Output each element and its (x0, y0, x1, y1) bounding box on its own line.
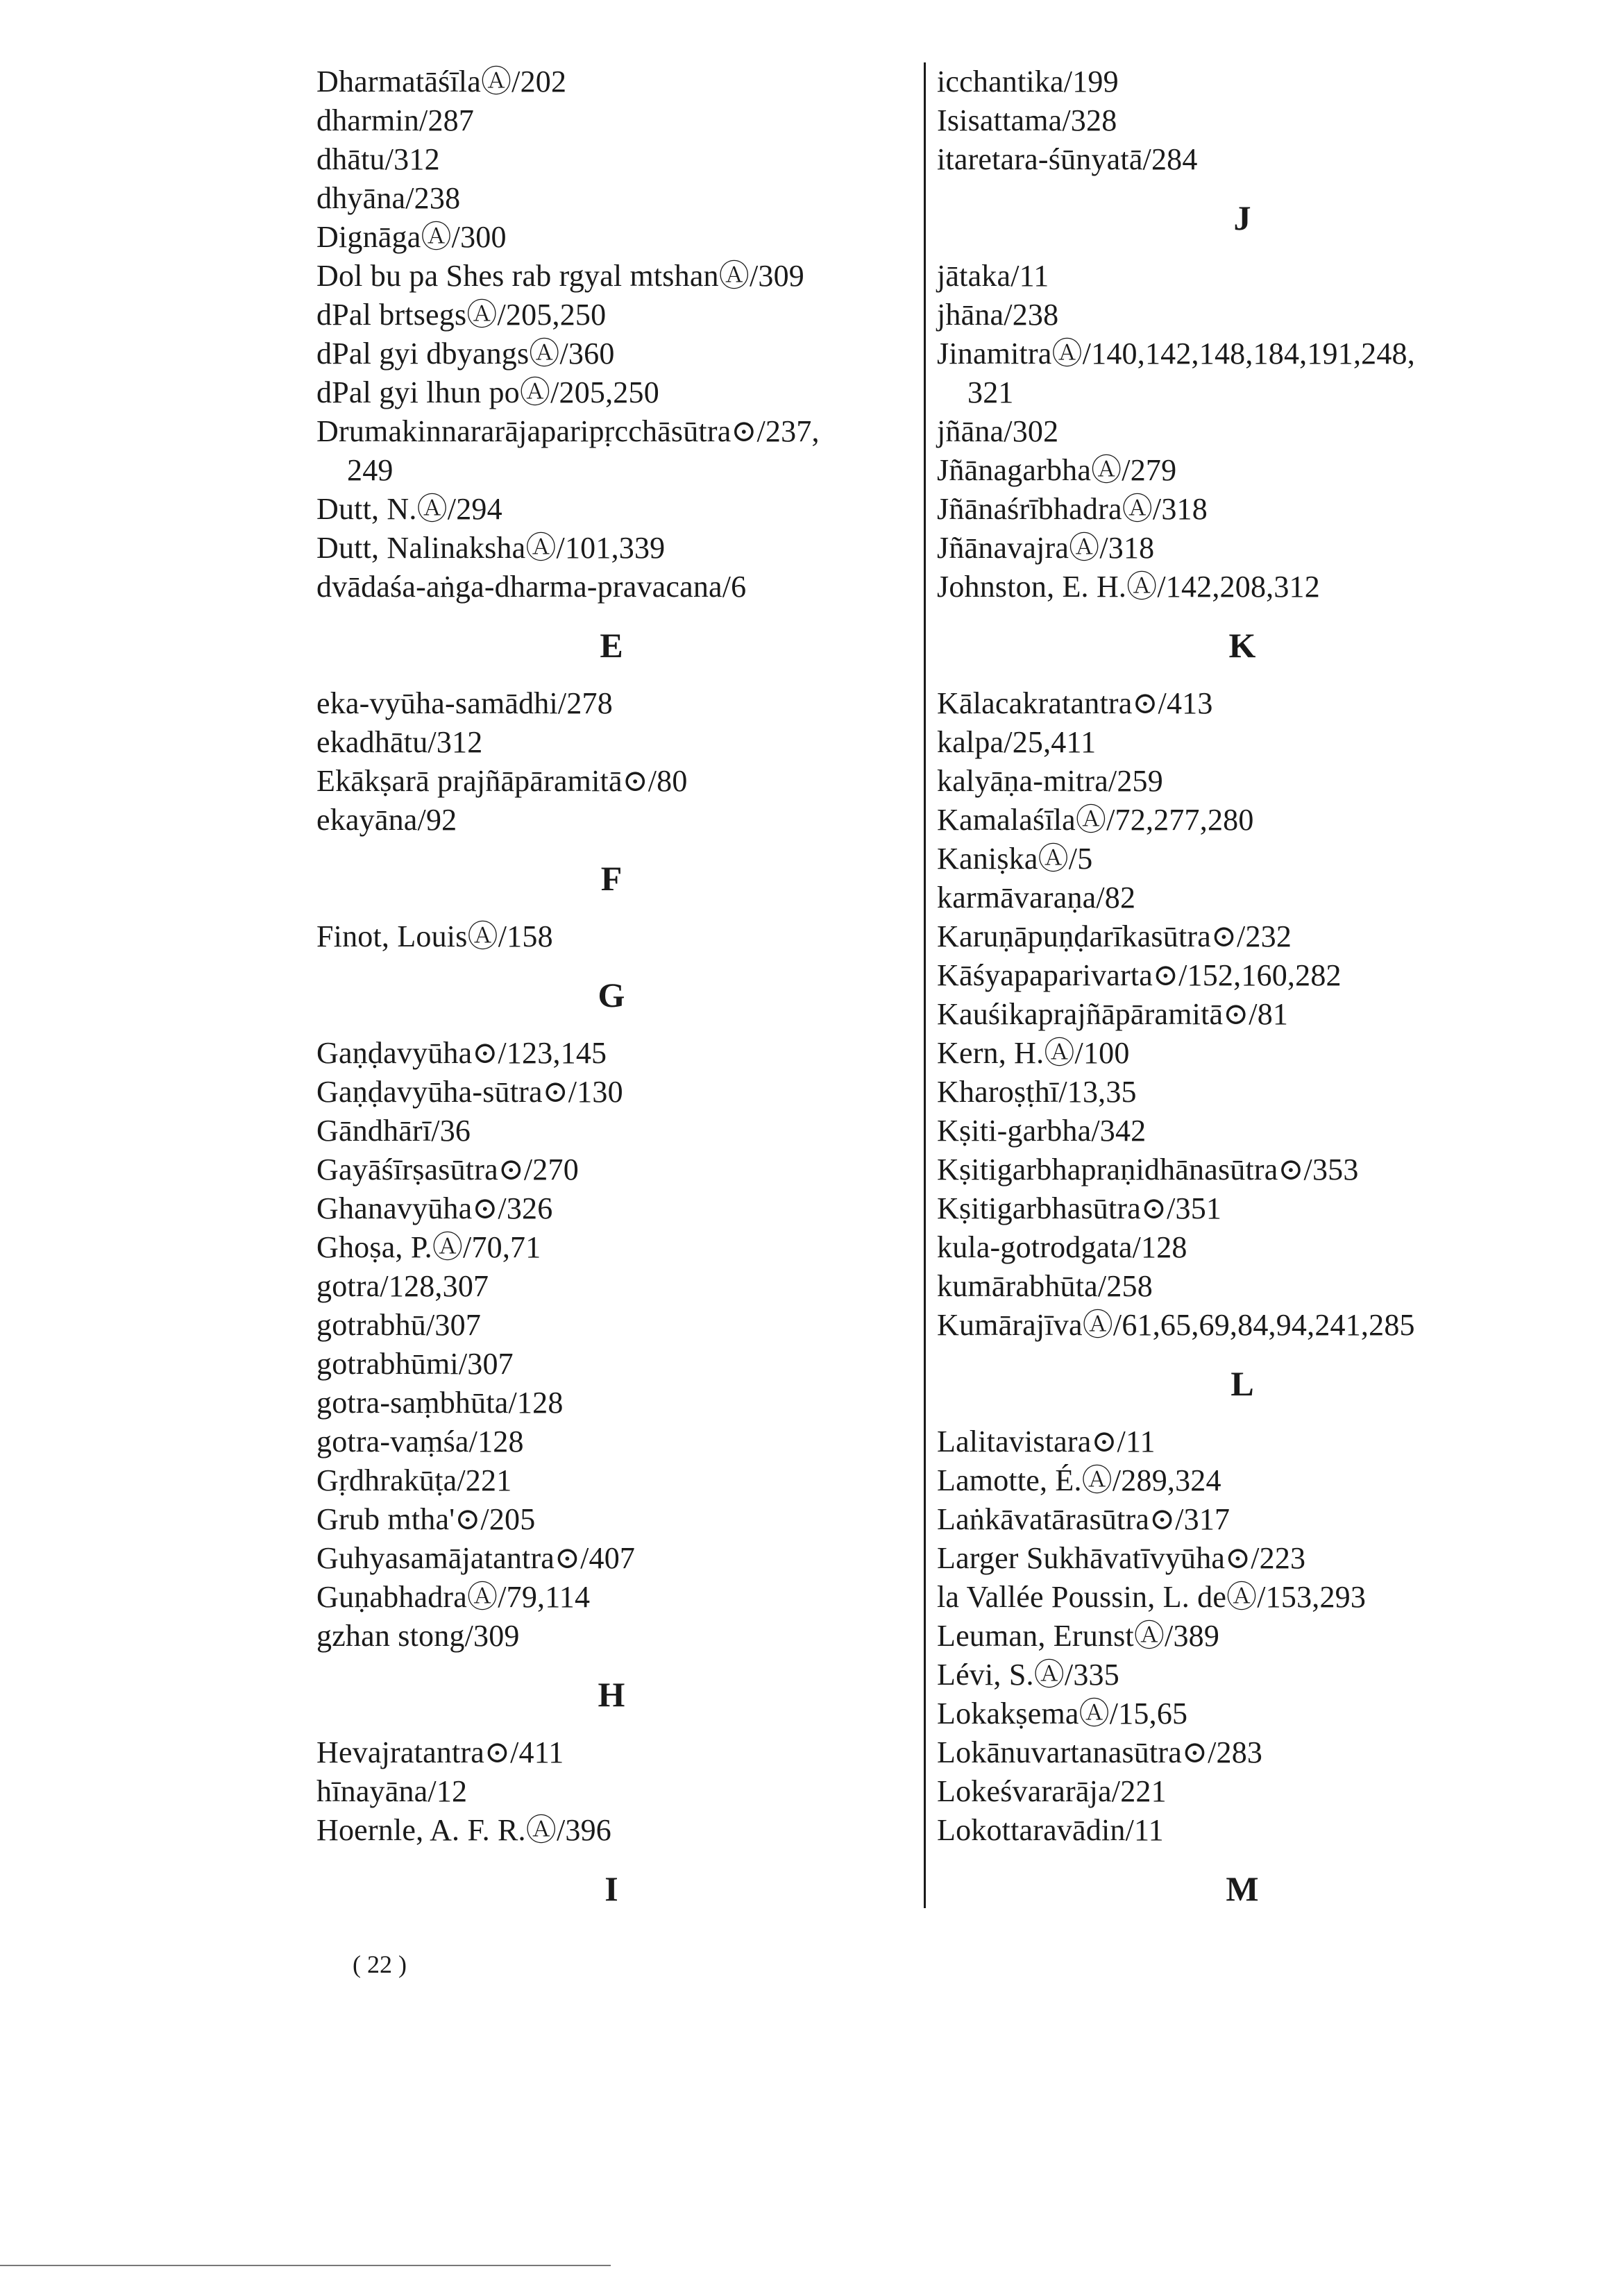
index-entry: Gṛdhrakūṭa/221 (316, 1463, 512, 1497)
index-entry: dharmin/287 (316, 103, 475, 137)
column-divider (924, 62, 926, 1908)
index-entry: Isisattama/328 (937, 103, 1117, 137)
index-entry: Ghanavyūha⊙/326 (316, 1191, 553, 1225)
index-entry: Lévi, S.Ⓐ/335 (937, 1658, 1119, 1692)
index-entry: gotra/128,307 (316, 1269, 489, 1303)
index-entry: karmāvaraṇa/82 (937, 881, 1136, 915)
bottom-rule (0, 2265, 611, 2266)
index-entry: dPal gyi lhun poⒶ/205,250 (316, 375, 659, 409)
index-entry: kalyāṇa-mitra/259 (937, 764, 1163, 798)
index-entry: hīnayāna/12 (316, 1774, 468, 1808)
index-entry: gotrabhū/307 (316, 1308, 482, 1342)
index-entry: Dol bu pa Shes rab rgyal mtshanⒶ/309 (316, 259, 804, 293)
index-entry-continuation: 321 (967, 375, 1014, 409)
index-entry: Lokānuvartanasūtra⊙/283 (937, 1735, 1263, 1769)
index-entry: dhyāna/238 (316, 181, 461, 215)
index-entry: Hevajratantra⊙/411 (316, 1735, 564, 1769)
index-entry: DignāgaⒶ/300 (316, 220, 507, 254)
index-entry: GuṇabhadraⒶ/79,114 (316, 1580, 591, 1614)
index-entry: KamalaśīlaⒶ/72,277,280 (937, 803, 1254, 837)
index-entry: dPal gyi dbyangsⒶ/360 (316, 337, 615, 371)
index-entry: Drumakinnararājaparipṛcchāsūtra⊙/237, (316, 414, 820, 448)
section-letter-heading: E (600, 626, 623, 665)
index-entry: Hoernle, A. F. R.Ⓐ/396 (316, 1813, 611, 1847)
index-entry: KaniṣkaⒶ/5 (937, 842, 1093, 876)
index-entry: KumārajīvaⒶ/61,65,69,84,94,241,285 (937, 1308, 1415, 1342)
section-letter-heading: H (598, 1675, 625, 1714)
index-entry: Gāndhārī/36 (316, 1114, 471, 1148)
index-entry: gotra-vaṃśa/128 (316, 1425, 524, 1459)
index-entry: gzhan stong/309 (316, 1619, 520, 1653)
index-entry: Kharoṣṭhī/13,35 (937, 1075, 1137, 1109)
index-entry: ekayāna/92 (316, 803, 457, 837)
index-entry: dhātu/312 (316, 142, 440, 176)
index-entry: Grub mtha'⊙/205 (316, 1502, 536, 1536)
index-entry: gotrabhūmi/307 (316, 1347, 514, 1381)
index-entry: Kāśyapaparivarta⊙/152,160,282 (937, 958, 1342, 992)
index-entry: kalpa/25,411 (937, 725, 1097, 759)
index-entry: Guhyasamājatantra⊙/407 (316, 1541, 636, 1575)
section-letter-heading: J (1233, 198, 1251, 237)
index-entry: la Vallée Poussin, L. deⒶ/153,293 (937, 1580, 1367, 1614)
section-letter-heading: F (600, 859, 623, 898)
index-entry: JñānagarbhaⒶ/279 (937, 453, 1177, 487)
index-entry: Larger Sukhāvatīvyūha⊙/223 (937, 1541, 1306, 1575)
index-entry: eka-vyūha-samādhi/278 (316, 686, 613, 720)
index-entry: Lokeśvararāja/221 (937, 1774, 1167, 1808)
index-entry: Gaṇḍavyūha⊙/123,145 (316, 1036, 607, 1070)
section-letter-heading: I (604, 1869, 618, 1908)
index-entry-continuation: 249 (347, 453, 394, 487)
index-entry: Kālacakratantra⊙/413 (937, 686, 1213, 720)
index-entry: Laṅkāvatārasūtra⊙/317 (937, 1502, 1230, 1536)
index-entry: DharmatāśīlaⒶ/202 (316, 65, 567, 99)
index-entry: jñāna/302 (937, 414, 1059, 448)
section-letter-heading: K (1228, 626, 1256, 665)
index-entry: Ekākṣarā prajñāpāramitā⊙/80 (316, 764, 688, 798)
index-entry: Dutt, NalinakshaⒶ/101,339 (316, 531, 666, 565)
section-letter-heading: L (1230, 1364, 1254, 1403)
page-number: ( 22 ) (353, 1950, 407, 1978)
index-entry: Kern, H.Ⓐ/100 (937, 1036, 1130, 1070)
index-entry: dPal brtsegsⒶ/205,250 (316, 298, 607, 332)
index-entry: icchantika/199 (937, 65, 1119, 99)
index-entry: kula-gotrodgata/128 (937, 1230, 1187, 1264)
index-entry: Finot, LouisⒶ/158 (316, 919, 553, 953)
index-entry: JñānavajraⒶ/318 (937, 531, 1155, 565)
index-entry: gotra-saṃbhūta/128 (316, 1386, 564, 1420)
index-entry: Dutt, N.Ⓐ/294 (316, 492, 502, 526)
index-entry: Lalitavistara⊙/11 (937, 1425, 1156, 1459)
index-entry: ekadhātu/312 (316, 725, 483, 759)
index-entry: Lokottaravādin/11 (937, 1813, 1164, 1847)
index-entry: Gaṇḍavyūha-sūtra⊙/130 (316, 1075, 623, 1109)
section-letter-heading: M (1226, 1869, 1259, 1908)
index-entry: JñānaśrībhadraⒶ/318 (937, 492, 1208, 526)
index-entry: Kṣiti-garbha/342 (937, 1114, 1147, 1148)
index-entry: itaretara-śūnyatā/284 (937, 142, 1198, 176)
index-entry: Kauśikaprajñāpāramitā⊙/81 (937, 997, 1289, 1031)
index-entry: Gayāśīrṣasūtra⊙/270 (316, 1153, 579, 1187)
index-entry: Lamotte, É.Ⓐ/289,324 (937, 1463, 1221, 1497)
index-entry: jātaka/11 (937, 259, 1049, 293)
index-entry: dvādaśa-aṅga-dharma-pravacana/6 (316, 570, 747, 604)
index-entry: Kṣitigarbhasūtra⊙/351 (937, 1191, 1222, 1225)
section-letter-heading: G (598, 976, 625, 1014)
index-entry: Johnston, E. H.Ⓐ/142,208,312 (937, 570, 1320, 604)
index-entry: Karuṇāpuṇḍarīkasūtra⊙/232 (937, 919, 1292, 953)
index-entry: jhāna/238 (937, 298, 1059, 332)
index-entry: Leuman, ErunstⒶ/389 (937, 1619, 1220, 1653)
index-entry: kumārabhūta/258 (937, 1269, 1153, 1303)
index-entry: LokakṣemaⒶ/15,65 (937, 1697, 1188, 1730)
index-entry: JinamitraⒶ/140,142,148,184,191,248, (937, 337, 1415, 371)
index-column-right (937, 62, 1548, 1928)
index-entry: Ghoṣa, P.Ⓐ/70,71 (316, 1230, 541, 1264)
index-entry: Kṣitigarbhapraṇidhānasūtra⊙/353 (937, 1153, 1359, 1187)
index-column-left (316, 62, 906, 1928)
